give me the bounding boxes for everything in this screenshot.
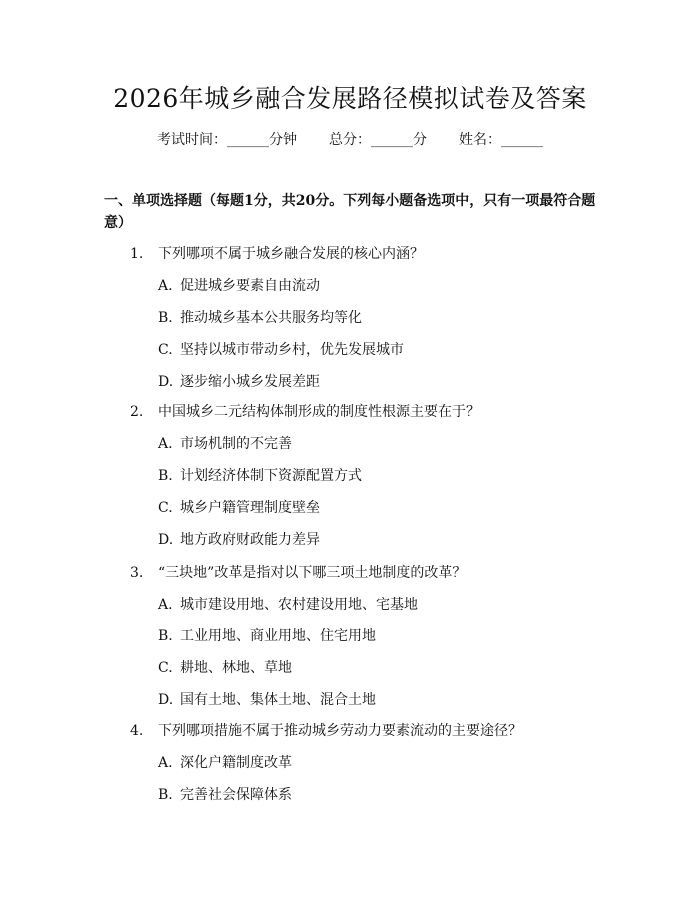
name-field: 姓名：______ [459, 132, 543, 148]
question-text: 中国城乡二元结构体制形成的制度性根源主要在于？ [158, 404, 480, 420]
option-1b [158, 308, 578, 328]
option-text: 坚持以城市带动乡村，优先发展城市 [180, 342, 404, 358]
question-number: 1. [130, 246, 144, 262]
option-text: 城市建设用地、农村建设用地、宅基地 [180, 597, 418, 613]
option-letter: B. [158, 628, 173, 644]
option-letter: D. [158, 692, 174, 708]
option-2d [158, 530, 578, 550]
exam-meta [0, 130, 700, 150]
option-letter: B. [158, 787, 173, 803]
question-2 [130, 402, 590, 422]
option-2c [158, 498, 578, 518]
total-score-field: 总分：______分 [329, 132, 427, 148]
question-number: 4. [130, 723, 144, 739]
question-4 [130, 721, 590, 741]
option-text: 逐步缩小城乡发展差距 [180, 374, 320, 390]
option-3a [158, 595, 578, 615]
question-text: 下列哪项不属于城乡融合发展的核心内涵？ [158, 246, 424, 262]
option-letter: B. [158, 310, 173, 326]
option-letter: A. [158, 597, 173, 613]
option-text: 推动城乡基本公共服务均等化 [180, 310, 362, 326]
option-letter: D. [158, 374, 174, 390]
question-number: 3. [130, 565, 144, 581]
option-text: 耕地、林地、草地 [180, 660, 292, 676]
option-4b [158, 785, 578, 805]
option-4a [158, 753, 578, 773]
option-letter: C. [158, 500, 173, 516]
option-letter: B. [158, 468, 173, 484]
option-3d [158, 690, 578, 710]
option-text: 深化户籍制度改革 [180, 755, 292, 771]
option-2b [158, 466, 578, 486]
option-3b [158, 626, 578, 646]
option-text: 市场机制的不完善 [180, 436, 292, 452]
option-letter: C. [158, 342, 173, 358]
option-letter: A. [158, 436, 173, 452]
question-number: 2. [130, 404, 144, 420]
option-1a [158, 276, 578, 296]
exam-title: 2026年城乡融合发展路径模拟试卷及答案 [113, 84, 587, 113]
option-2a [158, 434, 578, 454]
option-letter: A. [158, 755, 173, 771]
question-text: “三块地”改革是指对以下哪三项土地制度的改革？ [158, 565, 467, 581]
section-heading: 一、单项选择题（每题1分，共20分。下列每小题备选项中，只有一项最符合题意） [104, 193, 596, 231]
question-3 [130, 563, 590, 583]
option-text: 国有土地、集体土地、混合土地 [180, 692, 376, 708]
option-text: 促进城乡要素自由流动 [180, 278, 320, 294]
option-text: 地方政府财政能力差异 [180, 532, 320, 548]
question-1 [130, 244, 590, 264]
option-3c [158, 658, 578, 678]
option-text: 工业用地、商业用地、住宅用地 [180, 628, 376, 644]
option-text: 城乡户籍管理制度壁垒 [180, 500, 320, 516]
option-1c [158, 340, 578, 360]
exam-time-field: 考试时间：______分钟 [157, 132, 297, 148]
question-text: 下列哪项措施不属于推动城乡劳动力要素流动的主要途径？ [158, 723, 522, 739]
option-letter: C. [158, 660, 173, 676]
option-text: 计划经济体制下资源配置方式 [180, 468, 362, 484]
option-letter: D. [158, 532, 174, 548]
option-text: 完善社会保障体系 [180, 787, 292, 803]
option-letter: A. [158, 278, 173, 294]
option-1d [158, 372, 578, 392]
